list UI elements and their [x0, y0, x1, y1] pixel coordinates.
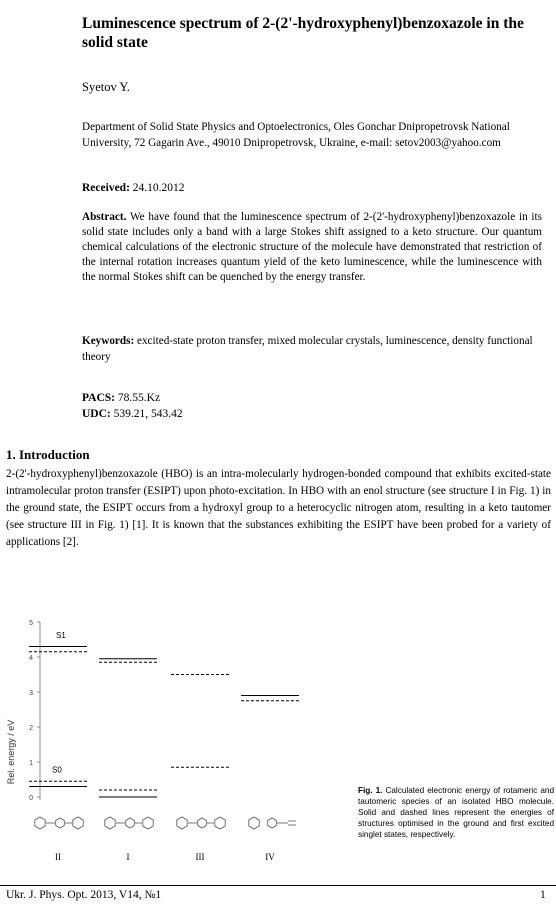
paper-title: Luminescence spectrum of 2-(2'-hydroxyphenyl)benzoxazole in the solid state [82, 15, 524, 51]
ring [105, 817, 115, 829]
y-tick-label-4: 4 [29, 655, 33, 662]
y-tick-label-1: 1 [29, 760, 33, 767]
udc-line [82, 407, 183, 423]
y-tick-label-0: 0 [29, 795, 33, 802]
keywords-label: Keywords: [82, 335, 135, 347]
category-label-III: III [195, 852, 205, 862]
abstract [82, 210, 542, 285]
ring [177, 817, 187, 829]
pacs-value: 78.55.Kz [117, 392, 161, 404]
received-label: Received: [82, 182, 130, 194]
ring [56, 818, 65, 828]
received [82, 182, 185, 194]
ring [268, 818, 277, 828]
y-tick-label-2: 2 [29, 725, 33, 732]
footer-citation: Ukr. J. Phys. Opt. 2013, V14, №1 [6, 889, 162, 901]
category-label-II: II [55, 852, 61, 862]
abstract-text: We have found that the luminescence spectrum of 2-(2'-hydroxyphenyl)benzoxazole in its solid state includes only a band with a large Stokes shift assigned to a keto structure. Our quantum chemical calculations of the electronic structure of the molecule have demonstrated that restriction of the internal rotation increases quantum yield of the keto luminescence, while the luminescence with the normal Stokes shift can be quenched by the energy transfer. [82, 211, 542, 283]
molecule-structure-II [35, 817, 83, 829]
ring [35, 817, 45, 829]
molecule-structure-I [105, 817, 153, 829]
udc-value: 539.21, 543.42 [113, 407, 183, 420]
category-label-IV: IV [265, 852, 275, 862]
keywords-text: excited-state proton transfer, mixed molecular crystals, luminescence, density functional theory [82, 335, 533, 363]
ring [143, 817, 153, 829]
ring [215, 817, 225, 829]
classification [82, 391, 183, 422]
keywords [82, 334, 542, 365]
y-tick-label-5: 5 [29, 620, 33, 627]
pacs-line [82, 391, 183, 407]
author: Syetov Y. [82, 80, 130, 94]
ring [126, 818, 135, 828]
ring [73, 817, 83, 829]
molecule-structure-IV [249, 817, 296, 829]
footer-rule [0, 885, 556, 886]
received-date: 24.10.2012 [132, 182, 185, 194]
y-tick-label-3: 3 [29, 690, 33, 697]
pacs-label: PACS: [82, 392, 116, 404]
affiliation: Department of Solid State Physics and Optoelectronics, Oles Gonchar Dnipropetrovsk National University, 72 Gagarin Ave., 49010 Dnipropetrovsk, Ukraine, e-mail: setov2003@yahoo.com [82, 121, 510, 149]
page-number: 1 [540, 889, 546, 901]
molecule-structure-III [177, 817, 225, 829]
category-label-I: I [126, 852, 130, 862]
abstract-label: Abstract. [82, 211, 127, 223]
state-label-S0: S0 [52, 765, 62, 775]
ring [249, 817, 259, 829]
figure-caption [358, 785, 554, 840]
intro-paragraph: 2-(2'-hydroxyphenyl)benzoxazole (HBO) is an intra-molecularly hydrogen-bonded compound that exhibits excited-state intramolecular proton transfer (ESIPT) upon photo-excitation. In HBO with an enol structure (see structure I in Fig. 1) in the ground state, the ESIPT occurs from a hydroxyl group to a heterocyclic nitrogen atom, resulting in a keto tautomer (see structure III in Fig. 1) [1]. It is known that the substances exhibiting the ESIPT have been probed for a variety of applications [2]. [6, 468, 551, 548]
state-label-S1: S1 [56, 630, 66, 640]
ring [198, 818, 207, 828]
udc-label: UDC: [82, 407, 111, 420]
caption-label: Fig. 1. [358, 786, 383, 795]
y-axis-label: Rel. energy / eV [6, 719, 16, 785]
section-heading: 1. Introduction [6, 447, 90, 462]
caption-text: Calculated electronic energy of rotameric and tautomeric species of an isolated HBO molecule. Solid and dashed lines represent the energies of structures optimised in the ground and first excited singlet states, respectively. [358, 786, 555, 839]
energy-diagram [0, 612, 350, 874]
